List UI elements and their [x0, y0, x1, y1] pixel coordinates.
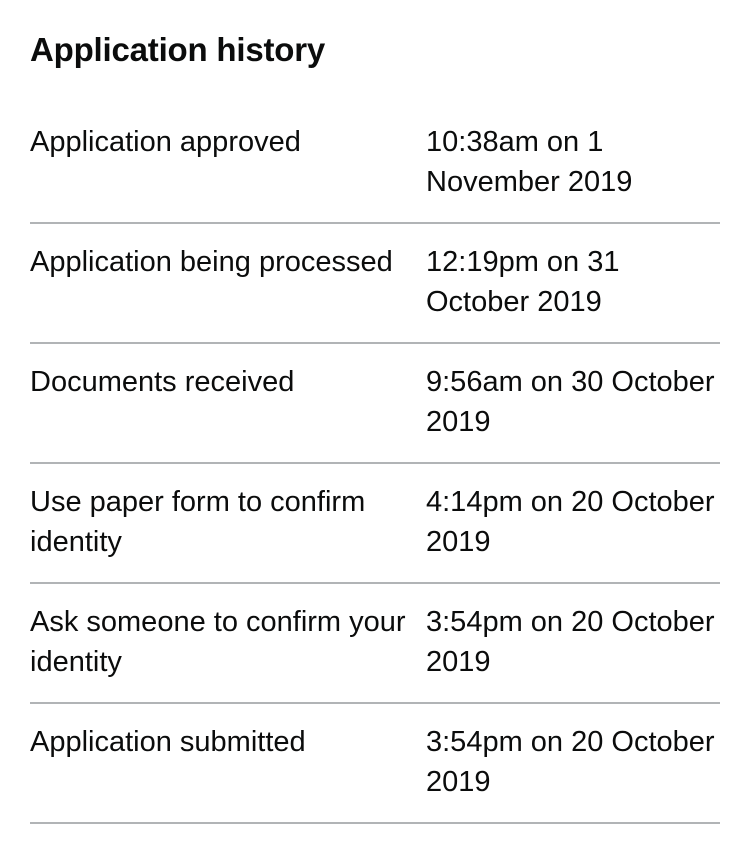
history-row	[30, 704, 720, 824]
history-event: Application submitted	[30, 726, 306, 758]
history-event: Application approved	[30, 126, 301, 158]
page-title: Application history	[30, 31, 326, 68]
history-event: Documents received	[30, 366, 295, 398]
history-row	[30, 104, 720, 224]
history-row	[30, 344, 720, 464]
history-date: 3:54pm on 20 October 2019	[426, 726, 715, 798]
history-event: Ask someone to confirm your identity	[30, 606, 406, 678]
history-row	[30, 224, 720, 344]
history-date: 4:14pm on 20 October 2019	[426, 486, 715, 558]
history-row	[30, 464, 720, 584]
history-date: 12:19pm on 31 October 2019	[426, 246, 620, 318]
history-row	[30, 584, 720, 704]
history-date: 9:56am on 30 October 2019	[426, 366, 715, 438]
history-date: 3:54pm on 20 October 2019	[426, 606, 715, 678]
history-list	[30, 104, 720, 824]
history-event: Use paper form to confirm identity	[30, 486, 366, 558]
history-date: 10:38am on 1 November 2019	[426, 126, 633, 198]
history-event: Application being processed	[30, 246, 393, 278]
